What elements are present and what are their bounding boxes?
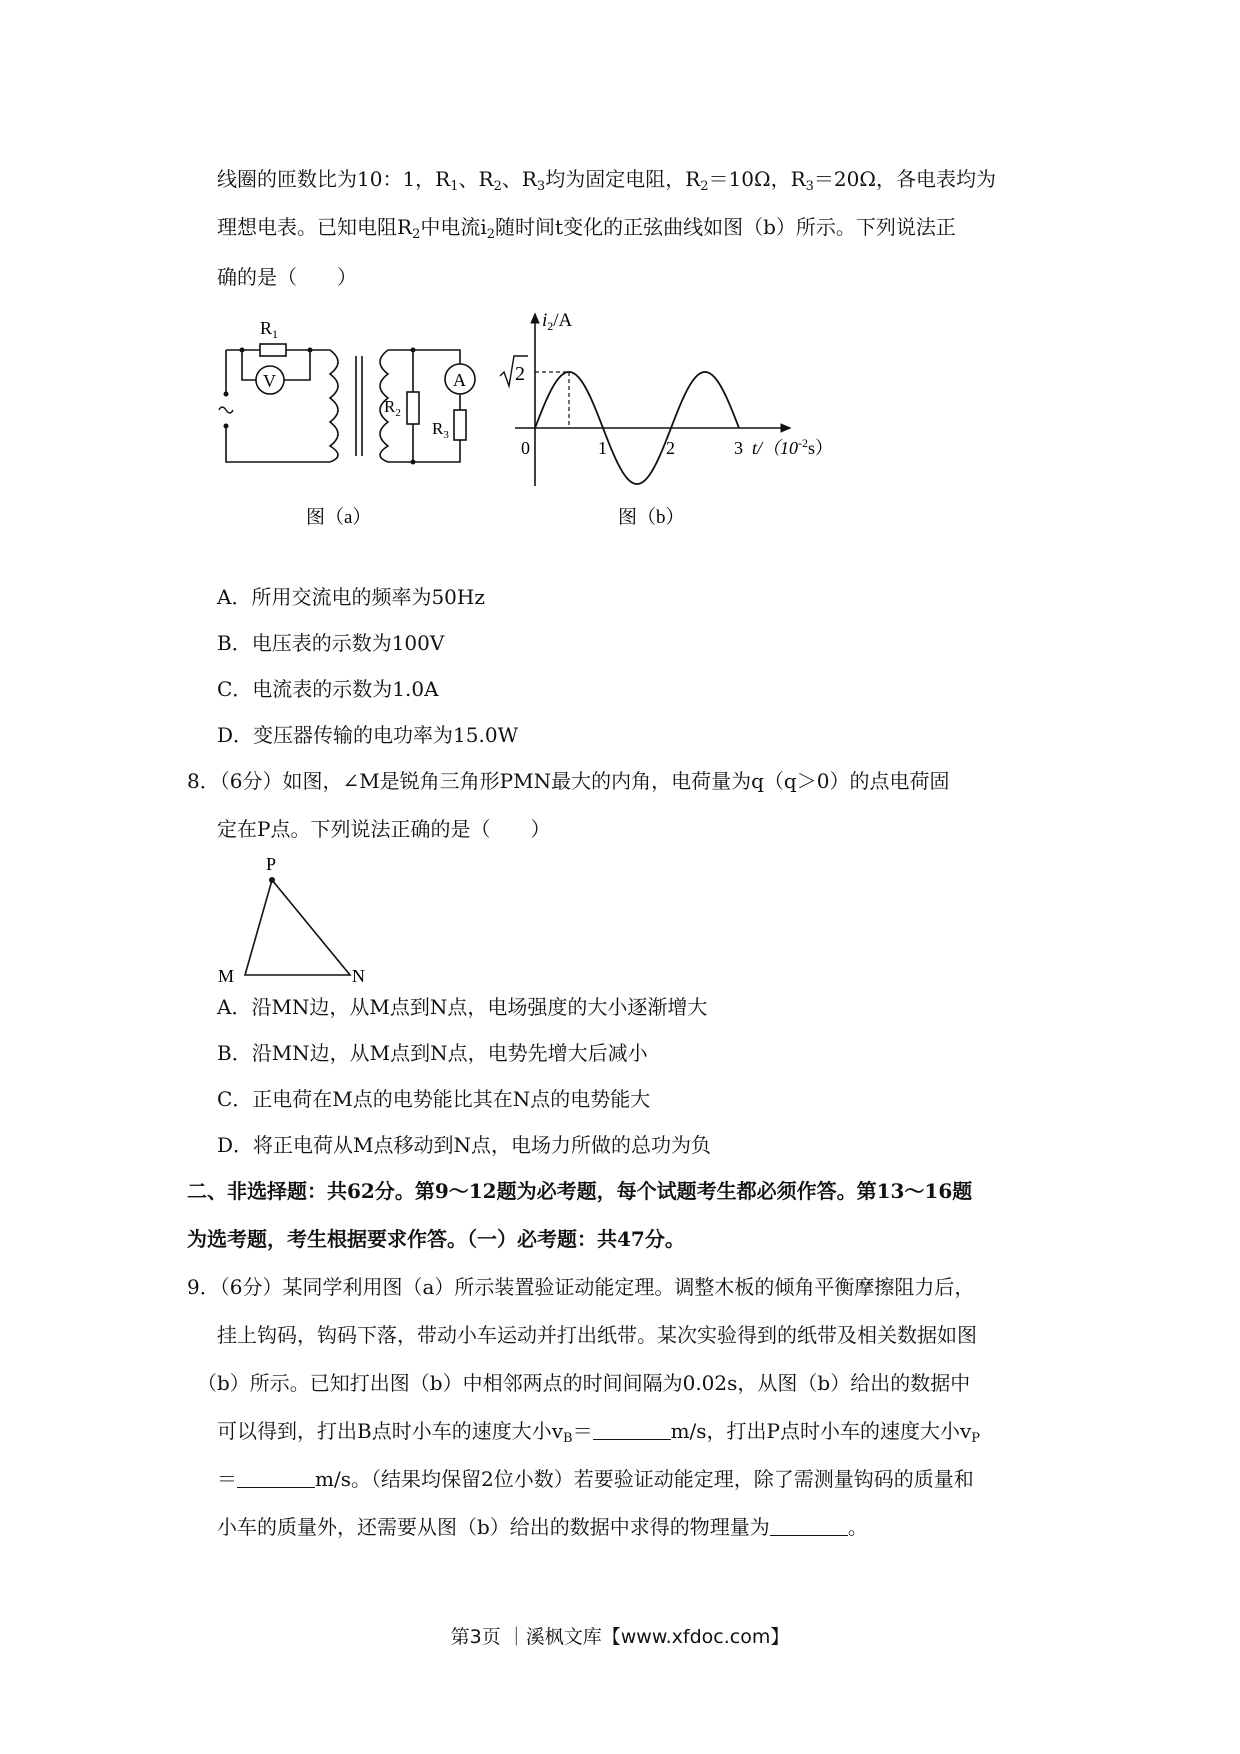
q7-stem-line-3: 确的是（ ） [217,265,357,289]
q7-option-c[interactable]: C．电流表的示数为1.0A [217,677,439,701]
section-2-heading-line-1: 二、非选择题：共62分。第9～12题为必考题，每个试题考生都必须作答。第13～16题 [187,1179,973,1203]
q9-stem-line-3: （b）所示。已知打出图（b）中相邻两点的时间间隔为0.02s，从图（b）给出的数据中 [197,1371,971,1395]
section-2-heading-line-2: 为选考题，考生根据要求作答。（一）必考题：共47分。 [187,1227,685,1251]
q8-stem-line-2: 定在P点。下列说法正确的是（ ） [217,817,551,841]
r2-label: $R_2$ [384,397,401,419]
ammeter-label: A [453,370,466,390]
q9-stem-line-2: 挂上钩码，钩码下落，带动小车运动并打出纸带。某次实验得到的纸带及相关数据如图 [217,1323,977,1347]
answer-blank-vp[interactable] [237,1467,315,1488]
q7-stem-line-1: 线圈的匝数比为10：1，$R_1$、$R_2$、$R_3$均为固定电阻，$R_2=10\Omega$，$R_3=20\Omega$，各电表均为 [217,167,996,194]
q9-stem-line-4: 可以得到，打出B点时小车的速度大小$v_B= m/s$，打出P点时小车的速度大小$v_P$ [217,1419,981,1446]
q7-option-a[interactable]: A．所用交流电的频率为50Hz [217,585,485,609]
x-axis-label: $t/(10^{-2}s)$ [752,436,834,458]
figure-b-caption: 图（b） [618,507,685,528]
y-tick-sqrt2 [500,356,528,386]
q7-stem-line-2: 理想电表。已知电阻$R_2$中电流$i_2$随时间t变化的正弦曲线如图（b）所示。下列说法正 [217,215,956,242]
r1-label: $R_1$ [260,318,279,341]
figure-a-circuit [210,300,490,540]
x-tick-label-0: 0 [521,438,530,458]
point-p-label: P [266,854,277,874]
x-tick-label-2: 2 [666,438,675,458]
q8-option-a[interactable]: A．沿MN边，从M点到N点，电场强度的大小逐渐增大 [217,995,708,1019]
figure-b-chart [490,300,870,540]
figure-a-caption: 图（a） [306,507,372,528]
x-tick-label-3: 3 [734,438,743,458]
x-tick-label-1: 1 [598,438,607,458]
q7-option-d[interactable]: D．变压器传输的电功率为15.0W [217,723,519,747]
voltmeter-label: V [263,371,276,391]
answer-blank-vb[interactable] [593,1419,671,1440]
answer-blank-quantity[interactable] [770,1515,848,1536]
q8-option-d[interactable]: D．将正电荷从M点移动到N点，电场力所做的总功为负 [217,1133,712,1157]
y-axis-label: $i_2/A$ [542,310,573,333]
q7-option-b[interactable]: B．电压表的示数为100V [217,631,445,655]
point-m-label: M [218,966,235,986]
q8-option-b[interactable]: B．沿MN边，从M点到N点，电势先增大后减小 [217,1041,648,1065]
figure-triangle-pmn [210,850,380,990]
r3-label: $R_3$ [432,419,449,441]
page-footer: 第3页 ｜溪枫文库【www.xfdoc.com】 [450,1626,790,1648]
q8-option-c[interactable]: C．正电荷在M点的电势能比其在N点的电势能大 [217,1087,651,1111]
q8-stem-line-1: 8．（6分）如图，∠M是锐角三角形PMN最大的内角，电荷量为q（q＞0）的点电荷固 [187,769,950,793]
q9-stem-line-1: 9．（6分）某同学利用图（a）所示装置验证动能定理。调整木板的倾角平衡摩擦阻力后， [187,1275,975,1299]
q9-stem-line-5: ＝ m/s。（结果均保留2位小数）若要验证动能定理，除了需测量钩码的质量和 [217,1467,974,1491]
point-n-label: N [352,966,365,986]
q9-stem-line-6: 小车的质量外，还需要从图（b）给出的数据中求得的物理量为 。 [217,1515,868,1539]
svg-text:2: 2 [515,363,525,385]
